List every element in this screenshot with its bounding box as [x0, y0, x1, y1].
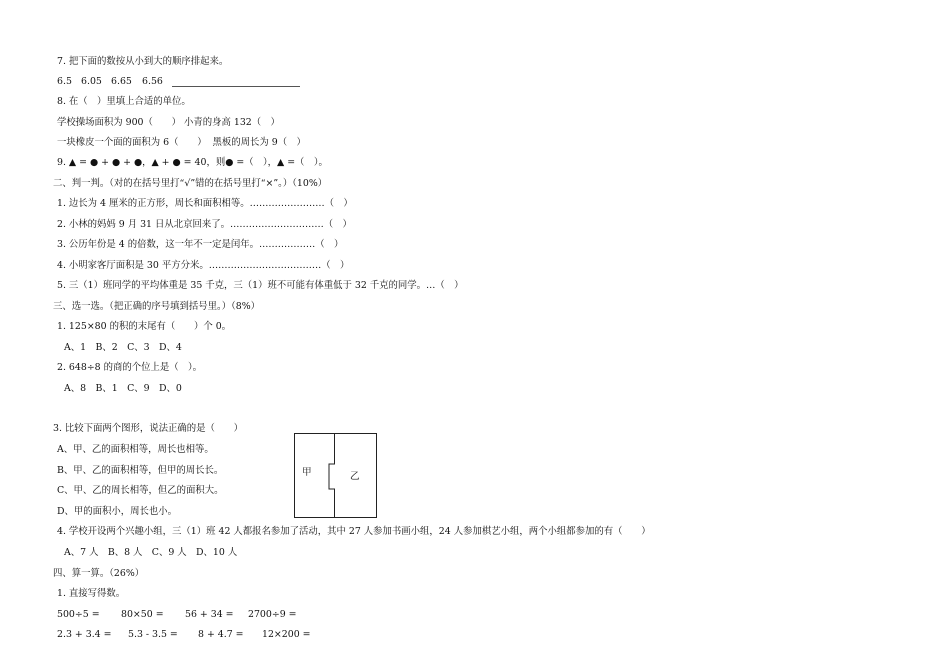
q7-number-4: 6.56 — [142, 76, 163, 87]
section2-item-4: 4. 小明家客厅面积是 30 平方分米。………………………………（ ） — [57, 260, 350, 271]
q8-title: 8. 在（ ）里填上合适的单位。 — [57, 96, 191, 107]
q8-line1-a: 学校操场面积为 900（ ） — [57, 117, 182, 128]
calc-r2-2: 5.3 - 3.5 = — [128, 629, 178, 640]
section3-q3: 3. 比较下面两个图形，说法正确的是（ ） — [53, 423, 244, 434]
section3-q2-options: A、8 B、1 C、9 D、0 — [64, 383, 182, 394]
q7-number-2: 6.05 — [81, 76, 102, 87]
q8-line1-b: 小青的身高 132（ ） — [184, 117, 280, 128]
calc-r1-2: 80×50 = — [121, 609, 164, 620]
section3-q3-option-c: C、甲、乙的周长相等，但乙的面积大。 — [57, 485, 224, 496]
section3-q4-options: A、7 人 B、8 人 C、9 人 D、10 人 — [64, 547, 238, 558]
calc-r2-4: 12×200 = — [262, 629, 311, 640]
section3-q1: 1. 125×80 的积的末尾有（ ）个 0。 — [57, 321, 232, 332]
section3-q1-options: A、1 B、2 C、3 D、4 — [64, 342, 182, 353]
q7-title: 7. 把下面的数按从小到大的顺序排起来。 — [57, 56, 229, 67]
section2-title: 二、判一判。（对的在括号里打“√”错的在括号里打“×”。）（10%） — [53, 178, 328, 189]
q7-number-1: 6.5 — [57, 76, 72, 87]
q7-number-3: 6.65 — [111, 76, 132, 87]
calc-r2-3: 8 + 4.7 = — [198, 629, 244, 640]
calc-r1-1: 500÷5 = — [57, 609, 100, 620]
calc-r1-4: 2700÷9 = — [248, 609, 297, 620]
calc-r2-1: 2.3 + 3.4 = — [57, 629, 112, 640]
section2-item-2: 2. 小林的妈妈 9 月 31 日从北京回来了。…………………………（ ） — [57, 219, 352, 230]
section3-q3-option-d: D、甲的面积小，周长也小。 — [57, 506, 178, 517]
section3-title: 三、选一选。（把正确的序号填到括号里。）（8%） — [53, 301, 261, 312]
section3-q4: 4. 学校开设两个兴趣小组，三（1）班 42 人都报名参加了活动，其中 27 人参加书画小组，24 人参加棋艺小组，两个小组都参加的有（ ） — [57, 526, 651, 537]
section4-title: 四、算一算。（26%） — [53, 568, 145, 579]
section4-sub1: 1. 直接写得数。 — [57, 588, 126, 599]
calc-r1-3: 56 + 34 = — [185, 609, 234, 620]
q7-answer-line — [172, 86, 300, 87]
section3-q3-option-a: A、甲、乙的面积相等，周长也相等。 — [57, 444, 214, 455]
comparison-figure — [294, 433, 377, 518]
q9: 9. ▲ = ● + ● + ●，▲ + ● = 40，则● =（ ），▲ =（ ）。 — [57, 157, 328, 168]
q8-line2: 一块橡皮一个面的面积为 6（ ） 黑板的周长为 9（ ） — [57, 137, 306, 148]
section2-item-5: 5. 三（1）班同学的平均体重是 35 千克，三（1）班不可能有体重低于 32 千克的同学。…（ ） — [57, 280, 464, 291]
figure-label-yi: 乙 — [350, 471, 360, 482]
section3-q2: 2. 648÷8 的商的个位上是（ ）。 — [57, 362, 203, 373]
section2-item-1: 1. 边长为 4 厘米的正方形，周长和面积相等。……………………（ ） — [57, 198, 353, 209]
section3-q3-option-b: B、甲、乙的面积相等，但甲的周长长。 — [57, 465, 224, 476]
figure-label-jia: 甲 — [302, 467, 312, 478]
section2-item-3: 3. 公历年份是 4 的倍数，这一年不一定是闰年。………………（ ） — [57, 239, 344, 250]
